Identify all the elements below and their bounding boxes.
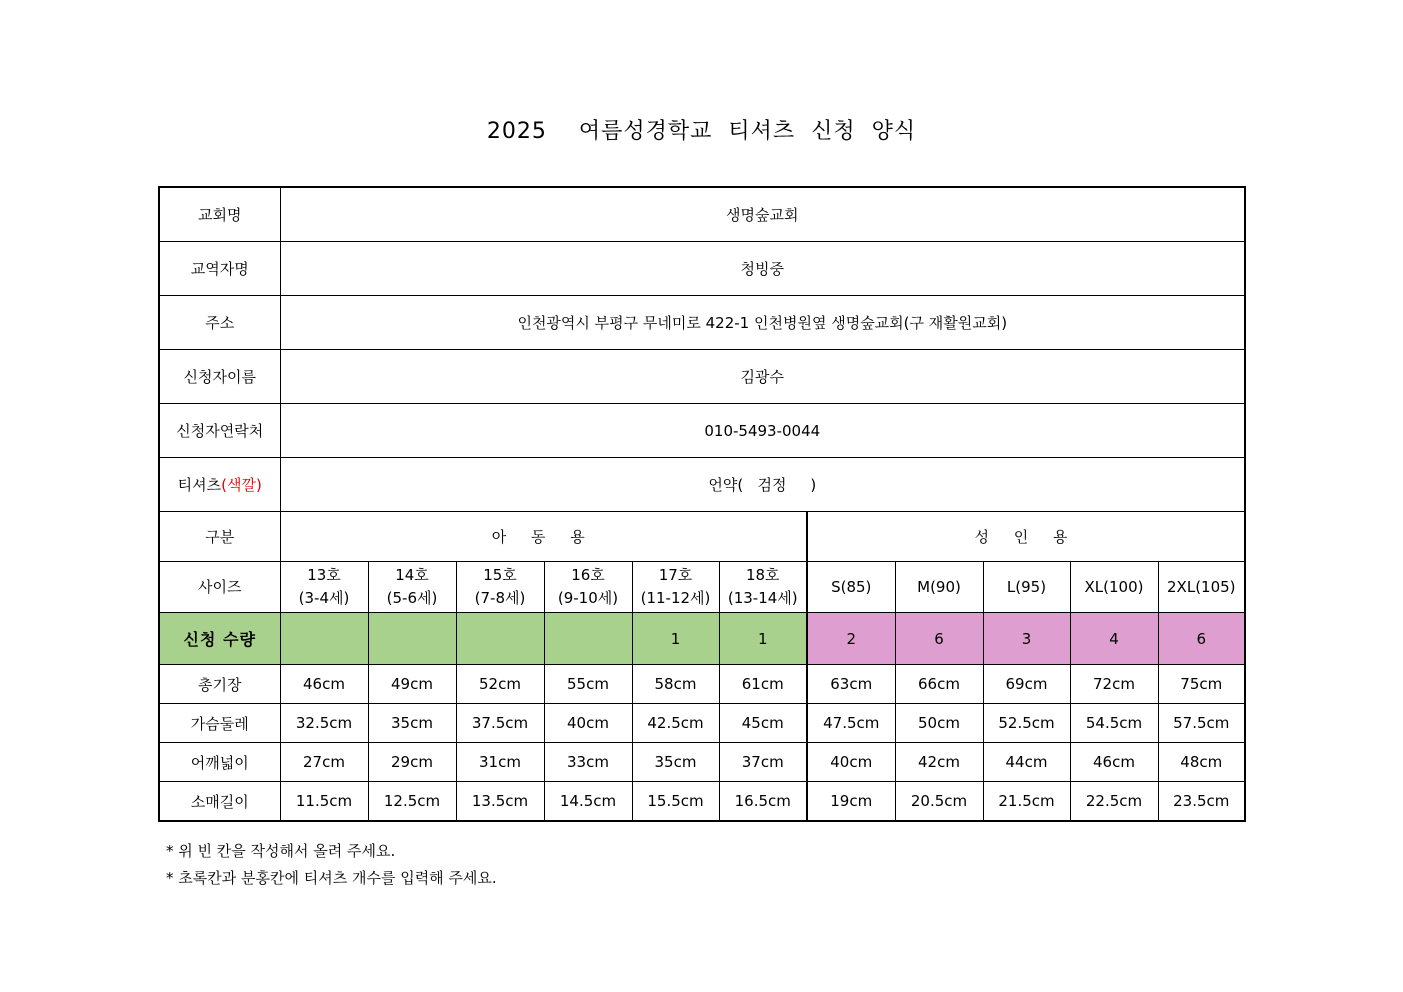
address-row: [159, 296, 1245, 350]
size-cell: 16호 (9-10세): [544, 562, 632, 613]
note-line: * 위 빈 칸을 작성해서 올려 주세요.: [166, 842, 396, 860]
size-cell: 2XL(105): [1158, 562, 1245, 613]
measurement-cell: 14.5cm: [544, 782, 632, 822]
quantity-input-adult[interactable]: 6: [895, 613, 983, 665]
measurement-cell: 47.5cm: [807, 704, 895, 743]
applicant-label: 신청자이름: [159, 350, 280, 404]
quantity-label: 신청 수량: [159, 613, 280, 665]
measurement-cell: 42.5cm: [632, 704, 719, 743]
measurement-cell: 15.5cm: [632, 782, 719, 822]
quantity-input-kids[interactable]: 1: [632, 613, 719, 665]
pastor-row: [159, 242, 1245, 296]
applicant-value[interactable]: 김광수: [280, 350, 1245, 404]
tshirt-label: 티셔츠: [177, 476, 222, 494]
shoulder-row: [159, 743, 1245, 782]
contact-label: 신청자연락처: [159, 404, 280, 458]
church-value[interactable]: 생명숲교회: [280, 187, 1245, 242]
measurement-cell: 54.5cm: [1070, 704, 1158, 743]
measurement-cell: 52.5cm: [983, 704, 1070, 743]
measurement-cell: 48cm: [1158, 743, 1245, 782]
measurement-cell: 22.5cm: [1070, 782, 1158, 822]
size-row: [159, 562, 1245, 613]
group-label: 구분: [159, 512, 280, 562]
measurement-label: 총기장: [159, 665, 280, 704]
quantity-input-kids[interactable]: [280, 613, 368, 665]
measurement-cell: 11.5cm: [280, 782, 368, 822]
measurement-cell: 13.5cm: [456, 782, 544, 822]
measurement-cell: 55cm: [544, 665, 632, 704]
measurement-cell: 32.5cm: [280, 704, 368, 743]
measurement-cell: 61cm: [719, 665, 807, 704]
measurement-cell: 69cm: [983, 665, 1070, 704]
size-cell: 15호 (7-8세): [456, 562, 544, 613]
measurement-cell: 37.5cm: [456, 704, 544, 743]
measurement-cell: 33cm: [544, 743, 632, 782]
group-row: [159, 512, 1245, 562]
measurement-cell: 50cm: [895, 704, 983, 743]
contact-row: [159, 404, 1245, 458]
size-cell: XL(100): [1070, 562, 1158, 613]
tshirt-value[interactable]: 언약( 검정 ): [280, 458, 1245, 512]
measurement-cell: 49cm: [368, 665, 456, 704]
note-line: * 초록칸과 분홍칸에 티셔츠 개수를 입력해 주세요.: [166, 869, 497, 887]
quantity-input-adult[interactable]: 2: [807, 613, 895, 665]
measurement-label: 소매길이: [159, 782, 280, 822]
pastor-value[interactable]: 청빙중: [280, 242, 1245, 296]
adult-group-label: 성 인 용: [807, 512, 1245, 562]
measurement-cell: 35cm: [632, 743, 719, 782]
quantity-input-kids[interactable]: 1: [719, 613, 807, 665]
size-cell: L(95): [983, 562, 1070, 613]
instructions: [166, 838, 497, 892]
measurement-cell: 46cm: [280, 665, 368, 704]
size-cell: S(85): [807, 562, 895, 613]
measurement-cell: 66cm: [895, 665, 983, 704]
church-row: [159, 187, 1245, 242]
quantity-input-kids[interactable]: [456, 613, 544, 665]
measurement-cell: 75cm: [1158, 665, 1245, 704]
quantity-input-adult[interactable]: 3: [983, 613, 1070, 665]
measurement-cell: 46cm: [1070, 743, 1158, 782]
size-label: 사이즈: [159, 562, 280, 613]
kids-group-label: 아 동 용: [280, 512, 807, 562]
church-label: 교회명: [159, 187, 280, 242]
measurement-cell: 27cm: [280, 743, 368, 782]
measurement-cell: 19cm: [807, 782, 895, 822]
quantity-input-kids[interactable]: [544, 613, 632, 665]
measurement-cell: 37cm: [719, 743, 807, 782]
length-row: [159, 665, 1245, 704]
quantity-row: [159, 613, 1245, 665]
measurement-cell: 21.5cm: [983, 782, 1070, 822]
measurement-cell: 57.5cm: [1158, 704, 1245, 743]
pastor-label: 교역자명: [159, 242, 280, 296]
measurement-cell: 45cm: [719, 704, 807, 743]
measurement-cell: 40cm: [544, 704, 632, 743]
chest-row: [159, 704, 1245, 743]
measurement-label: 가슴둘레: [159, 704, 280, 743]
tshirt-row: [159, 458, 1245, 512]
size-cell: 18호 (13-14세): [719, 562, 807, 613]
quantity-input-kids[interactable]: [368, 613, 456, 665]
quantity-input-adult[interactable]: 6: [1158, 613, 1245, 665]
measurement-cell: 58cm: [632, 665, 719, 704]
applicant-row: [159, 350, 1245, 404]
size-cell: 13호 (3-4세): [280, 562, 368, 613]
measurement-cell: 40cm: [807, 743, 895, 782]
measurement-cell: 35cm: [368, 704, 456, 743]
measurement-cell: 42cm: [895, 743, 983, 782]
sleeve-row: [159, 782, 1245, 822]
measurement-cell: 20.5cm: [895, 782, 983, 822]
address-value[interactable]: 인천광역시 부평구 무네미로 422-1 인천병원옆 생명숲교회(구 재활원교회): [280, 296, 1245, 350]
size-cell: 14호 (5-6세): [368, 562, 456, 613]
size-cell: 17호 (11-12세): [632, 562, 719, 613]
measurement-label: 어깨넓이: [159, 743, 280, 782]
measurement-cell: 23.5cm: [1158, 782, 1245, 822]
measurement-cell: 63cm: [807, 665, 895, 704]
measurement-cell: 31cm: [456, 743, 544, 782]
size-cell: M(90): [895, 562, 983, 613]
measurement-cell: 12.5cm: [368, 782, 456, 822]
tshirt-label-cell: [159, 458, 280, 512]
measurement-cell: 44cm: [983, 743, 1070, 782]
quantity-input-adult[interactable]: 4: [1070, 613, 1158, 665]
page-title: 2025 여름성경학교 티셔츠 신청 양식: [486, 119, 917, 144]
measurement-cell: 16.5cm: [719, 782, 807, 822]
tshirt-color-label: (색깔): [221, 476, 262, 494]
application-form-table: [158, 186, 1246, 822]
measurement-cell: 72cm: [1070, 665, 1158, 704]
measurement-cell: 52cm: [456, 665, 544, 704]
address-label: 주소: [159, 296, 280, 350]
contact-value[interactable]: 010-5493-0044: [280, 404, 1245, 458]
measurement-cell: 29cm: [368, 743, 456, 782]
